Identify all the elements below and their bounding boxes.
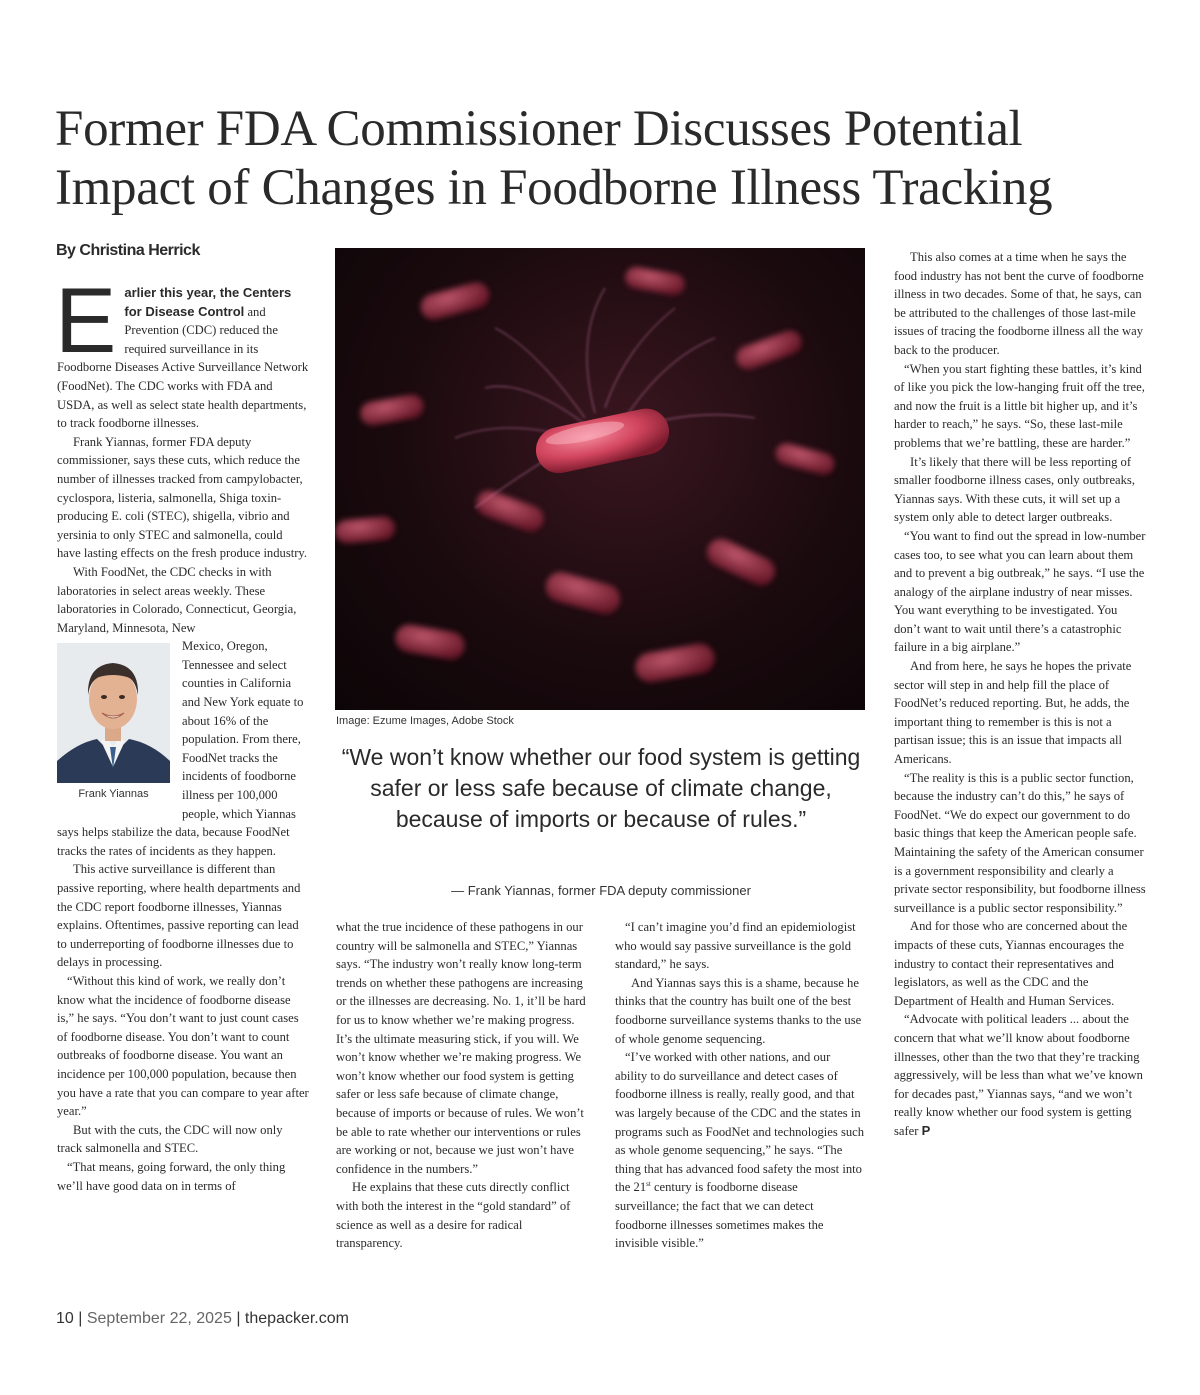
headline — [55, 100, 1155, 218]
paragraph-text: century is foodborne disease surveillance; the fact that we can detect foodborne illnesses sometimes makes the invisible visible.” — [615, 1180, 824, 1251]
bacteria-illustration — [335, 248, 865, 710]
paragraph — [615, 1048, 865, 1253]
article-column-1 — [55, 270, 309, 1195]
lead-paragraph — [55, 270, 309, 433]
portrait-caption: Frank Yiannas — [78, 788, 149, 801]
end-mark: P — [921, 1122, 931, 1138]
byline: By Christina Herrick — [56, 242, 200, 259]
pull-quote: “We won’t know whether our food system is getting safer or less safe because of climate change, because of imports or because of rules.” — [341, 744, 861, 832]
footer-separator: | — [236, 1310, 241, 1327]
page-footer — [56, 1310, 349, 1328]
paragraph: “Without this kind of work, we really don’t know what the incidence of foodborne disease is,” he says. “You don’t want to just count cases of foodborne disease. You don’t want to count outbreaks of foodborne disease. You want an incidence per 100,000 population, because then you have a rate that you can compare to year after year.” — [57, 973, 309, 1119]
article-column-3 — [336, 918, 586, 1253]
paragraph: “The reality is this is a public sector function, because the industry can’t do this,” he says of FoodNet. “We do expect our government to do basic things that keep the American people safe. Maintaining the safety of the American consumer is a government responsibility and clearly a private sector responsibility, but foodborne illness surveillance is a public sector responsibility.” — [894, 770, 1146, 915]
paragraph: This active surveillance is different than passive reporting, where health departments and the CDC report foodborne illnesses, Yiannas explains. Oftentimes, passive reporting can lead to underreporting of foodborne illnesses due to delays in processing. — [57, 862, 301, 970]
portrait-photo — [57, 643, 170, 783]
paragraph: With FoodNet, the CDC checks in with laboratories in select areas weekly. These laboratories in Colorado, Connecticut, Georgia, Maryland, Minnesota, New — [57, 564, 297, 635]
paragraph: “That means, going forward, the only thing we’ll have good data on in terms of — [57, 1159, 286, 1193]
article-column-5 — [894, 248, 1146, 1141]
pull-quote-attribution: — Frank Yiannas, former FDA deputy commissioner — [451, 883, 751, 898]
paragraph: He explains that these cuts directly conflict with both the interest in the “gold standard” of science as well as a desire for radical transparency. — [336, 1180, 571, 1251]
paragraph: This also comes at a time when he says the food industry has not bent the curve of foodborne illness in two decades. Some of that, he says, can be attributed to the challenges of those last-mile issues of tracing the foodborne illness all the way back to the producer. — [894, 250, 1144, 357]
bacteria-photo — [335, 248, 865, 710]
paragraph-text: “Advocate with political leaders ... about the concern that what we’ll know about foodborne illnesses, other than the two that they’re tracking aggressively, will be less than what we’ve known for decades past,” Yiannas says, “and we won’t really know whether our food system is getting safer — [894, 1012, 1143, 1138]
lead-bold-text: arlier this year, the Centers for Disease Control — [124, 285, 292, 319]
paragraph: But with the cuts, the CDC will now only track salmonella and STEC. — [57, 1122, 283, 1156]
paragraph: And for those who are concerned about the impacts of these cuts, Yiannas encourages the industry to contact their representatives and legislators, as well as the CDC and the Department of Health and Human Services. — [894, 919, 1128, 1008]
paragraph: And Yiannas says this is a shame, because he thinks that the country has built one of the best foodborne surveillance systems thanks to the use of whole genome sequencing. — [615, 975, 862, 1046]
image-credit: Image: Ezume Images, Adobe Stock — [336, 715, 514, 727]
portrait-figure — [57, 643, 170, 803]
paragraph: “I can’t imagine you’d find an epidemiologist who would say passive surveillance is the gold standard,” he says. — [615, 920, 856, 972]
paragraph: what the true incidence of these pathogens in our country will be salmonella and STEC,” Yiannas says. “The industry won’t really know long-term trends on whether these pathogens are increasing or the illnesses are decreasing. No. 1, it’ll be hard for us to know whether we’re making progress. It’s the ultimate measuring stick, if you will. We won’t know whether we’re making progress. We won’t know whether our food system is getting safer or less safe because of climate change, because of imports or because of rules. We won’t be able to rate whether our interventions or rules are working or not, because we just won’t have confidence in the numbers.” — [336, 920, 586, 1176]
portrait-illustration — [57, 643, 170, 783]
site-link[interactable]: thepacker.com — [244, 1310, 349, 1327]
paragraph — [894, 1010, 1146, 1140]
paragraph: Mexico, Oregon, Tennessee and select counties in California and New York equate to about 16% of the population. From there, FoodNet tracks the incidents of foodborne illness per 100,000 people, which Yiannas says helps stabilize the data, because FoodNet tracks the rates of incidents as they happen. — [57, 639, 304, 858]
footer-separator: | — [78, 1310, 83, 1327]
paragraph: It’s likely that there will be less reporting of smaller foodborne illness cases, only outbreaks, Yiannas says. With these cuts, it will set up a system only able to detect larger outbreaks. — [894, 454, 1135, 525]
paragraph: “You want to find out the spread in low-number cases too, to see what you can learn about them and to prevent a big outbreak,” he says. “I use the analogy of the airplane industry of near misses. You want everything to be investigated. You don’t want to wait until there’s a catastrophic failure in a big airplane.” — [894, 528, 1146, 655]
paragraph: Frank Yiannas, former FDA deputy commissioner, says these cuts, which reduce the number of illnesses tracked from campylobacter, cyclospora, listeria, salmonella, Shiga toxin-producing E. coli (STEC), shigella, vibrio and yersinia to only STEC and salmonella, could have lasting effects on the fresh produce industry. — [57, 434, 308, 561]
paragraph: “When you start fighting these battles, it’s kind of like you pick the low-hanging fruit off the tree, and now the fruit is a little bit higher up, and it’s harder to reach,” he says. “So, these last-mile problems that we’re battling, these are harder.” — [894, 361, 1145, 450]
article-column-4 — [615, 918, 865, 1253]
page-number: 10 — [56, 1310, 74, 1327]
issue-date: September 22, 2025 — [86, 1310, 232, 1327]
ordinal-suffix: st — [646, 1180, 651, 1189]
drop-cap: E — [55, 270, 117, 372]
headline-line-1: Former FDA Commissioner Discusses Potential — [55, 101, 1023, 157]
paragraph-text: “I’ve worked with other nations, and our ability to do surveillance and detect cases of foodborne illness is really, really good, and that was largely because of the CDC and the states in programs such as FoodNet and technologies such as whole genome sequencing,” he says. “The thing that has advanced food safety the most into the 21 — [615, 1050, 865, 1195]
headline-line-2: Impact of Changes in Foodborne Illness Tracking — [55, 160, 1053, 216]
lead-text: and Prevention (CDC) reduced the required surveillance in its Foodborne Diseases Active Surveillance Network (FoodNet). The CDC works with FDA and USDA, as well as select state health departments, to track foodborne illnesses. — [57, 304, 309, 431]
paragraph: And from here, he says he hopes the private sector will step in and help fill the place of FoodNet’s reduced reporting. But, he adds, the important thing to remember is this is not a partisan issue; this is an issue that impacts all Americans. — [894, 659, 1132, 767]
